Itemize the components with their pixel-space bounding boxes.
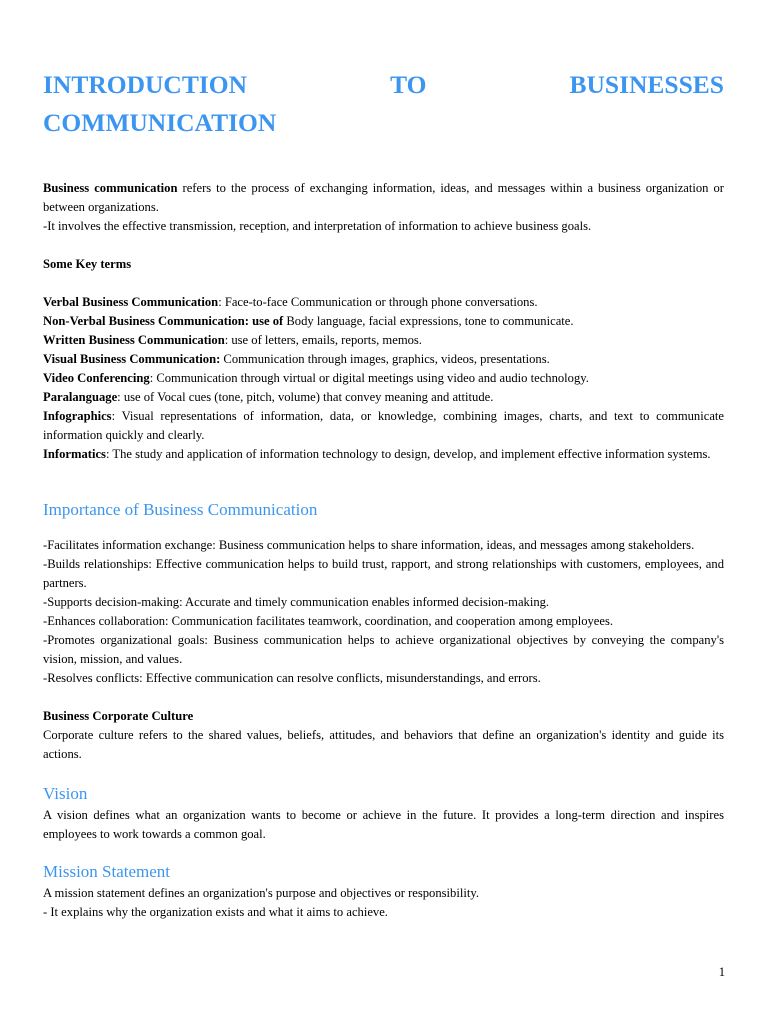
- key-term-label: Written Business Communication: [43, 333, 225, 347]
- key-term-item: [43, 331, 724, 350]
- key-term-desc: : Face-to-face Communication or through phone conversations.: [218, 295, 538, 309]
- importance-point: -Builds relationships: Effective communication helps to build trust, rapport, and strong relationships with customers, employees, and partners.: [43, 557, 724, 590]
- key-term-desc: : use of Vocal cues (tone, pitch, volume) that convey meaning and attitude.: [117, 390, 494, 404]
- key-term-label: Verbal Business Communication: [43, 295, 219, 309]
- vision-heading: Vision: [43, 784, 88, 803]
- key-term-desc: : Communication through virtual or digital meetings using video and audio technology.: [149, 371, 589, 385]
- key-term-item: [43, 388, 724, 407]
- intro-line-2: -It involves the effective transmission, reception, and interpretation of information to achieve business goals.: [43, 219, 592, 233]
- intro-definition: refers to the process of exchanging information, ideas, and messages within a business organization or between organizations.: [43, 181, 724, 214]
- intro-paragraph: [43, 179, 724, 217]
- importance-point: -Facilitates information exchange: Business communication helps to share information, ideas, and messages among stakeholders.: [43, 538, 695, 552]
- importance-heading: Importance of Business Communication: [43, 500, 318, 519]
- key-term-label: Visual Business Communication:: [43, 352, 221, 366]
- key-term-label: Informatics: [43, 447, 106, 461]
- key-term-label: Video Conferencing: [43, 371, 150, 385]
- mission-line-1: A mission statement defines an organization's purpose and objectives or responsibility.: [43, 886, 479, 900]
- importance-point: -Promotes organizational goals: Business communication helps to achieve organizational objectives by conveying the company's vision, mission, and values.: [43, 633, 724, 666]
- culture-text: Corporate culture refers to the shared values, beliefs, attitudes, and behaviors that define an organization's identity and guide its actions.: [43, 728, 724, 761]
- key-term-item: [43, 369, 724, 388]
- page-number: 1: [718, 965, 725, 979]
- key-term-item: [43, 293, 724, 312]
- mission-heading: Mission Statement: [43, 862, 171, 881]
- importance-point: -Resolves conflicts: Effective communication can resolve conflicts, misunderstandings, and errors.: [43, 671, 541, 685]
- importance-point: -Supports decision-making: Accurate and timely communication enables informed decision-making.: [43, 595, 550, 609]
- key-term-item: [43, 445, 724, 464]
- title-word-introduction: INTRODUCTION: [43, 70, 248, 99]
- key-term-item: [43, 312, 724, 331]
- key-terms-heading: Some Key terms: [43, 257, 132, 271]
- key-term-label: Infographics: [43, 409, 112, 423]
- vision-text: A vision defines what an organization wants to become or achieve in the future. It provides a long-term direction and inspires employees to work towards a common goal.: [43, 808, 724, 841]
- key-term-desc: Body language, facial expressions, tone to communicate.: [283, 314, 574, 328]
- intro-term: Business communication: [43, 181, 178, 195]
- document-title: [43, 66, 724, 142]
- title-line-2: COMMUNICATION: [43, 108, 277, 137]
- importance-point: -Enhances collaboration: Communication facilitates teamwork, coordination, and cooperation among employees.: [43, 614, 614, 628]
- title-word-to: TO: [390, 70, 427, 99]
- key-term-label: Paralanguage: [43, 390, 118, 404]
- title-word-businesses: BUSINESSES: [569, 70, 724, 99]
- key-term-label: Non-Verbal Business Communication: use of: [43, 314, 284, 328]
- key-term-desc: : The study and application of information technology to design, develop, and implement effective information systems.: [105, 447, 711, 461]
- key-term-desc: Communication through images, graphics, videos, presentations.: [220, 352, 550, 366]
- key-term-desc: : Visual representations of information, data, or knowledge, combining images, charts, and text to communicate information quickly and clearly.: [43, 409, 724, 442]
- culture-heading: Business Corporate Culture: [43, 709, 194, 723]
- mission-line-2: - It explains why the organization exists and what it aims to achieve.: [43, 905, 388, 919]
- key-term-item: [43, 350, 724, 369]
- title-line-1: [43, 66, 724, 104]
- key-term-item: [43, 407, 724, 445]
- key-term-desc: : use of letters, emails, reports, memos.: [224, 333, 422, 347]
- document-body: [43, 179, 724, 922]
